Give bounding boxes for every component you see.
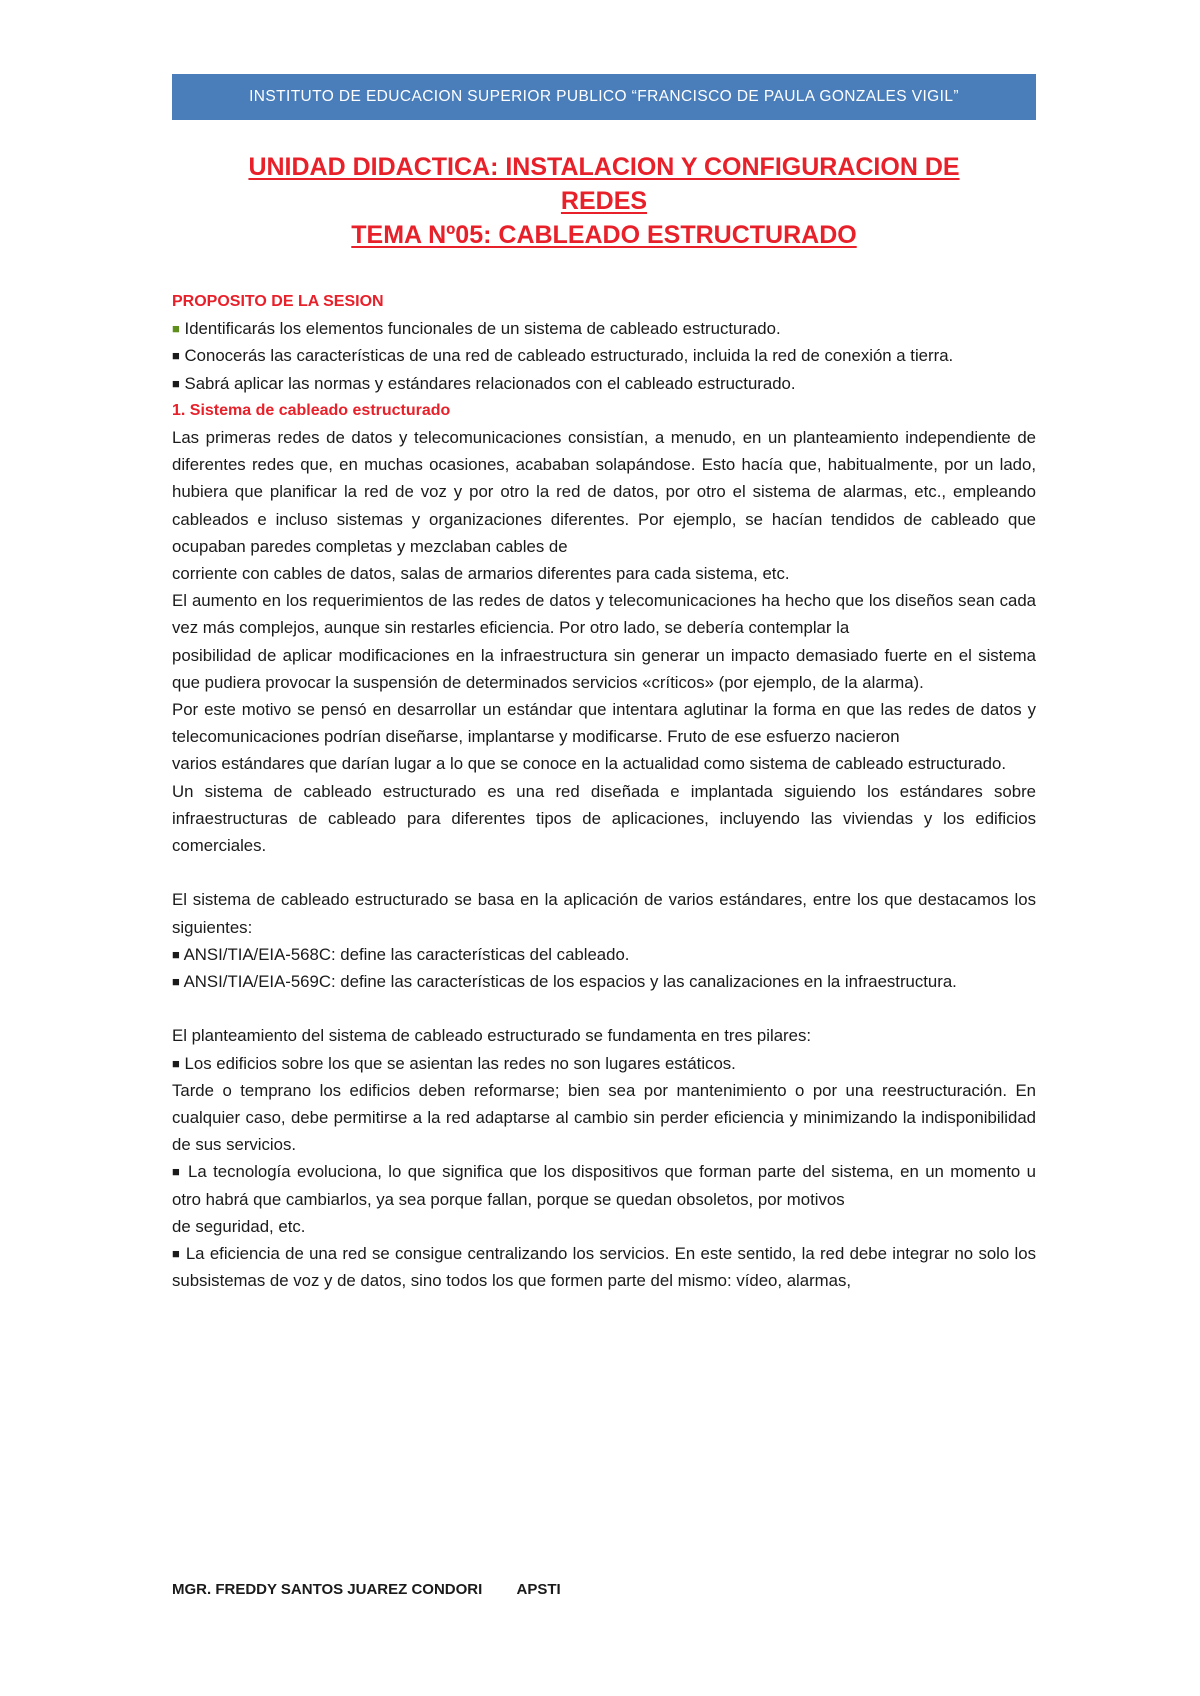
- paragraph-9: El planteamiento del sistema de cableado estructurado se fundamenta en tres pilares:: [172, 1026, 811, 1046]
- purpose-heading: PROPOSITO DE LA SESION: [172, 293, 384, 310]
- paragraph-10: Tarde o temprano los edificios deben reformarse; bien sea por mantenimiento o por una reestructuración. En cualquier caso, debe permitirse a la red adaptarse al cambio sin perder eficiencia y minimizando la indisponibilidad de sus servicios.: [172, 1080, 1036, 1155]
- paragraph-11: de seguridad, etc.: [172, 1216, 306, 1236]
- paragraph-8: El sistema de cableado estructurado se basa en la aplicación de varios estándares, entre los que destacamos los siguientes:: [172, 890, 1036, 937]
- paragraph-6: varios estándares que darían lugar a lo que se conoce en la actualidad como sistema de cableado estructurado.: [172, 754, 1006, 774]
- standard-item-1: ■ ANSI/TIA/EIA-568C: define las características del cableado.: [172, 944, 630, 964]
- pillar-item-3: ■ La eficiencia de una red se consigue centralizando los servicios. En este sentido, la red debe integrar no solo los subsistemas de voz y de datos, sino todos los que formen parte del mismo: vídeo, alarmas,: [172, 1244, 1037, 1291]
- footer-author: MGR. FREDDY SANTOS JUAREZ CONDORI: [172, 1581, 483, 1598]
- section-1-heading: 1. Sistema de cableado estructurado: [172, 401, 451, 419]
- square-bullet-icon: ■: [172, 321, 180, 337]
- square-bullet-icon: ■: [172, 348, 180, 364]
- paragraph-2: corriente con cables de datos, salas de armarios diferentes para cada sistema, etc.: [172, 564, 790, 584]
- institution-header: [172, 74, 1036, 120]
- paragraph-5: Por este motivo se pensó en desarrollar un estándar que intentara aglutinar la forma en que las redes de datos y telecomunicaciones podrían diseñarse, implantarse y modificarse. Fruto de ese esfuerzo nacieron: [172, 700, 1036, 747]
- paragraph-1: Las primeras redes de datos y telecomunicaciones consistían, a menudo, en un planteamiento independiente de diferentes redes que, en muchas ocasiones, acababan solapándose. Esto hacía que, habitualmente, por un lado, hubiera que planificar la red de voz y por otro la red de datos, por otro el sistema de alarmas, etc., empleando cableados e incluso sistemas y organizaciones diferentes. Por ejemplo, se hacían tendidos de cableado que ocupaban paredes completas y mezclaban cables de: [172, 428, 1036, 556]
- title-line-2: REDES: [560, 187, 648, 215]
- title-line-1: UNIDAD DIDACTICA: INSTALACION Y CONFIGURACION DE: [248, 153, 960, 181]
- paragraph-7: Un sistema de cableado estructurado es una red diseñada e implantada siguiendo los estándares sobre infraestructuras de cableado para diferentes tipos de aplicaciones, incluyendo las viviendas y los edificios comerciales.: [172, 781, 1036, 856]
- square-bullet-icon: ■: [172, 974, 180, 990]
- document-body: [172, 288, 1036, 1294]
- blank-line: [172, 859, 1036, 886]
- title-line-3: TEMA Nº05: CABLEADO ESTRUCTURADO: [351, 221, 857, 249]
- paragraph-4: posibilidad de aplicar modificaciones en la infraestructura sin generar un impacto demasiado fuerte en el sistema que pudiera provocar la suspensión de determinados servicios «críticos» (por ejemplo, de la alarma).: [172, 645, 1036, 692]
- square-bullet-icon: ■: [172, 1055, 180, 1071]
- footer-program: APSTI: [516, 1581, 561, 1598]
- institution-name: INSTITUTO DE EDUCACION SUPERIOR PUBLICO “FRANCISCO DE PAULA GONZALES VIGIL”: [249, 88, 959, 105]
- pillar-item-1: ■ Los edificios sobre los que se asientan las redes no son lugares estáticos.: [172, 1053, 736, 1073]
- purpose-item-3: ■ Sabrá aplicar las normas y estándares relacionados con el cableado estructurado.: [172, 373, 796, 393]
- paragraph-3: El aumento en los requerimientos de las redes de datos y telecomunicaciones ha hecho que los diseños sean cada vez más complejos, aunque sin restarles eficiencia. Por otro lado, se debería contemplar la: [172, 591, 1036, 638]
- document-title: [172, 150, 1036, 252]
- square-bullet-icon: ■: [172, 1246, 181, 1262]
- page-footer: [172, 1581, 561, 1598]
- square-bullet-icon: ■: [172, 946, 180, 962]
- square-bullet-icon: ■: [172, 375, 180, 391]
- square-bullet-icon: ■: [172, 1164, 182, 1180]
- standard-item-2: ■ ANSI/TIA/EIA-569C: define las características de los espacios y las canalizaciones en la infraestructura.: [172, 972, 957, 992]
- pillar-item-2: ■ La tecnología evoluciona, lo que significa que los dispositivos que forman parte del sistema, en un momento u otro habrá que cambiarlos, ya sea porque fallan, porque se quedan obsoletos, por motivos: [172, 1162, 1036, 1209]
- purpose-item-2: ■ Conocerás las características de una red de cableado estructurado, incluida la red de conexión a tierra.: [172, 346, 954, 366]
- purpose-item-1: ■ Identificarás los elementos funcionales de un sistema de cableado estructurado.: [172, 319, 781, 339]
- blank-line: [172, 995, 1036, 1022]
- document-page: [172, 74, 1036, 1294]
